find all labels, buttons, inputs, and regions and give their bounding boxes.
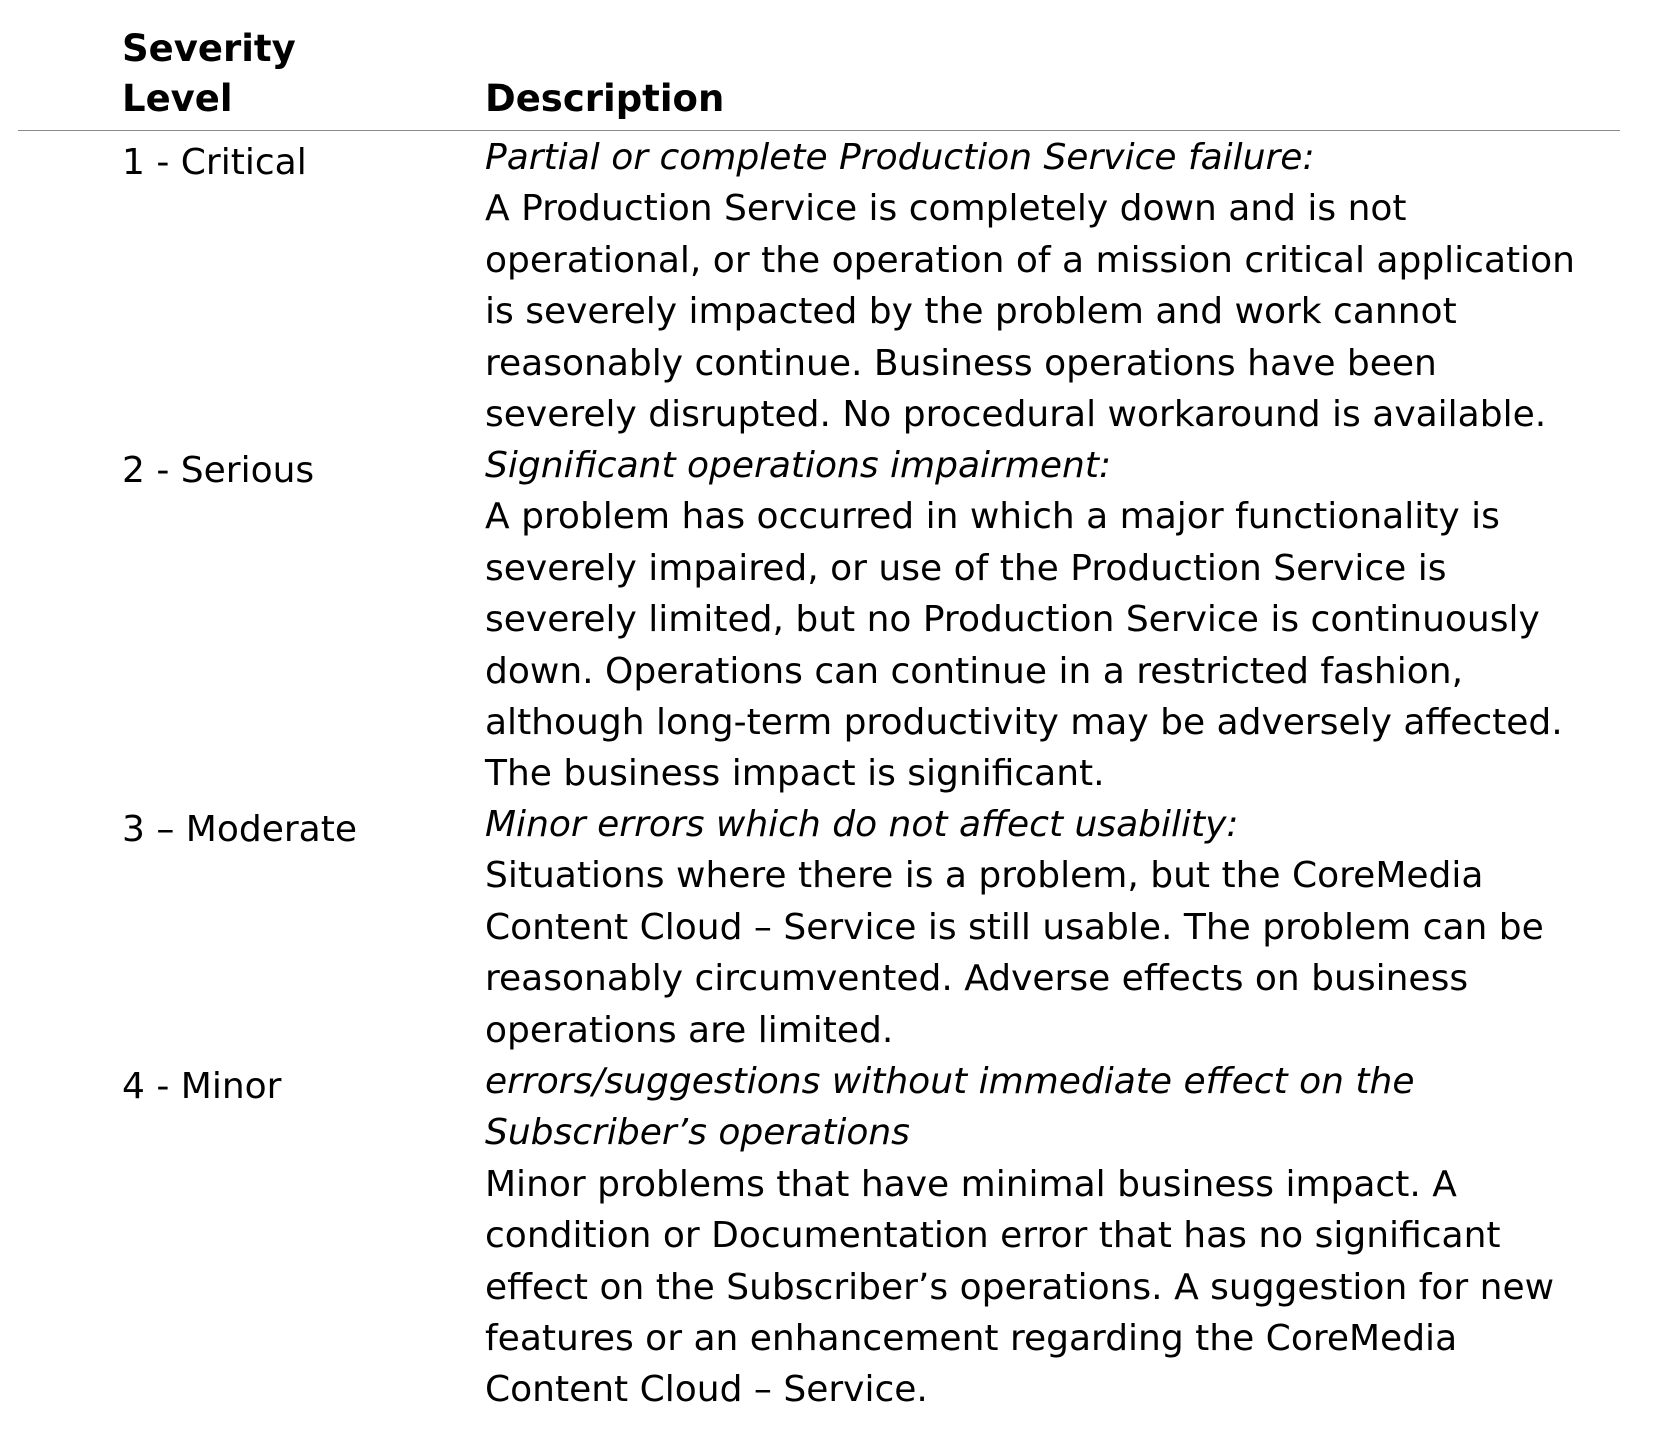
severity-category: errors/suggestions without immediate effect on the Subscriber’s operations — [485, 1061, 1415, 1154]
header-severity-level: Severity Level — [122, 27, 296, 120]
severity-description — [485, 132, 1645, 440]
severity-level: 1 - Critical — [122, 142, 307, 183]
severity-description — [485, 1056, 1645, 1416]
severity-level: 2 - Serious — [122, 450, 315, 491]
severity-category: Minor errors which do not affect usability: — [485, 804, 1239, 845]
table-header — [0, 0, 1668, 131]
header-description: Description — [485, 77, 725, 120]
severity-details: Minor problems that have minimal business impact. A condition or Documentation error that has no significant effect on the Subscriber’s operations. A suggestion for new features or an enhancement regarding the CoreMedia Content Cloud – Service. — [485, 1163, 1555, 1411]
severity-details: A Production Service is completely down and is not operational, or the operation of a mission critical application is severely impacted by the problem and work cannot reasonably continue. Business operations have been severely disrupted. No procedural workaround is available. — [485, 188, 1575, 436]
severity-level: 4 - Minor — [122, 1066, 282, 1107]
severity-details: A problem has occurred in which a major functionality is severely impaired, or use of the Production Service is severely limited, but no Production Service is continuously down. Operations can continue in a restricted fashion, although long-term productivity may be adversely affected. The business impact is significant. — [485, 496, 1563, 795]
header-divider — [18, 130, 1620, 131]
severity-category: Significant operations impairment: — [485, 445, 1112, 486]
severity-category: Partial or complete Production Service failure: — [485, 137, 1315, 178]
severity-description — [485, 799, 1645, 1056]
severity-description — [485, 440, 1645, 800]
severity-level: 3 – Moderate — [122, 809, 358, 850]
severity-details: Situations where there is a problem, but the CoreMedia Content Cloud – Service is still usable. The problem can be reasonably circumvented. Adverse effects on business operations are limited. — [485, 855, 1544, 1051]
